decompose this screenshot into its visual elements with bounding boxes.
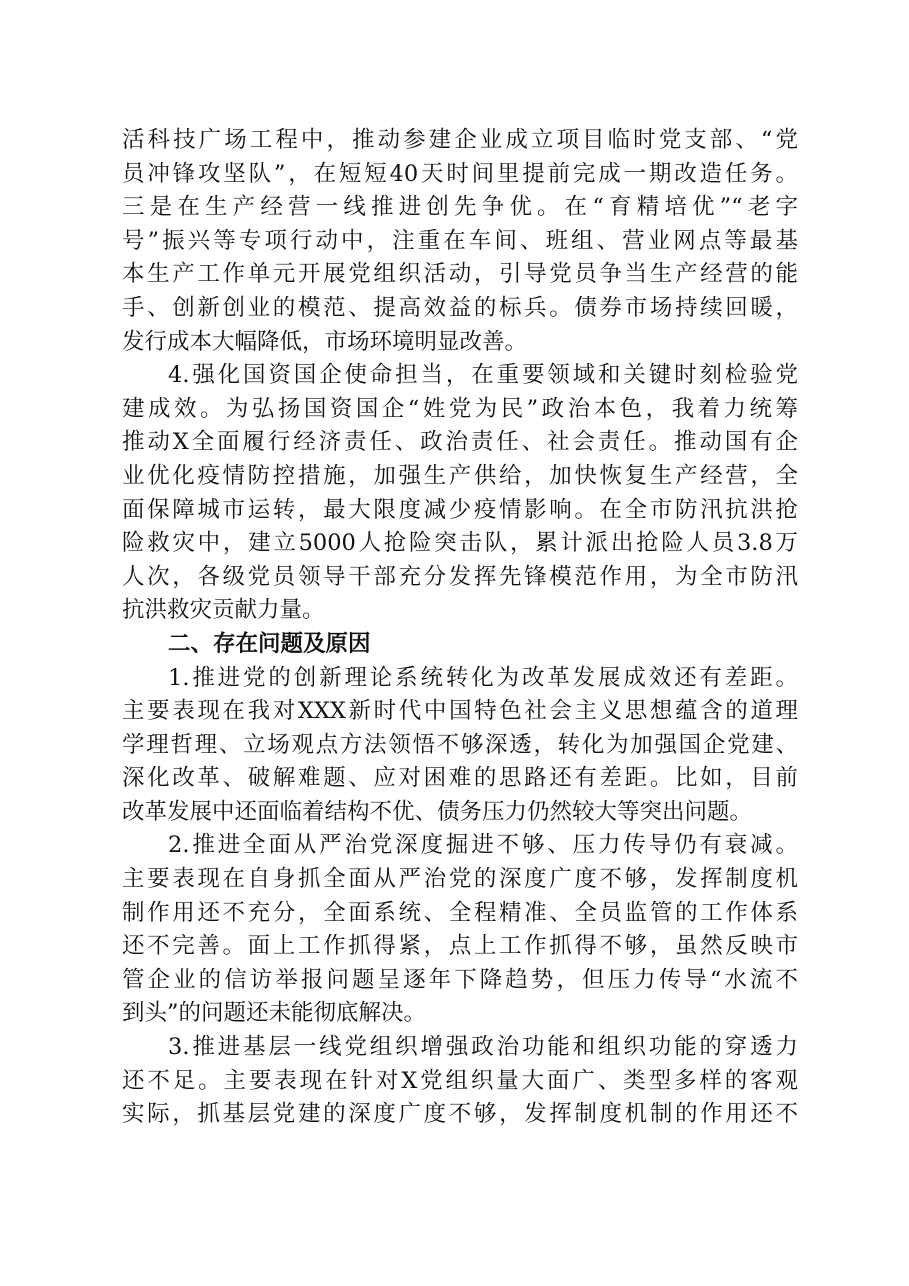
text-line: 业优化疫情防控措施，加强生产供给，加快恢复生产经营，全 xyxy=(122,462,798,489)
text-line: 实际，抓基层党建的深度广度不够，发挥制度机制的作用还不 xyxy=(122,1101,798,1128)
text-line: 学理哲理、立场观点方法领悟不够深透，转化为加强国企党建、 xyxy=(122,731,798,758)
text-line: 管企业的信访举报问题呈逐年下降趋势，但压力传导“水流不 xyxy=(122,966,798,993)
text-line: 1.推进党的创新理论系统转化为改革发展成效还有差距。 xyxy=(168,664,798,691)
paragraph-continuation xyxy=(122,124,798,359)
text-line: 到头”的问题还未能彻底解决。 xyxy=(122,1000,427,1027)
paragraph-issue-3 xyxy=(122,1031,798,1132)
text-line: 2.推进全面从严治党深度掘进不够、压力传导仍有衰减。 xyxy=(168,832,798,859)
paragraph-4 xyxy=(122,359,798,628)
text-line: 员冲锋攻坚队”，在短短40天时间里提前完成一期改造任务。 xyxy=(122,160,798,187)
text-line: 抗洪救灾贡献力量。 xyxy=(122,597,325,624)
text-line: 人次，各级党员领导干部充分发挥先锋模范作用，为全市防汛 xyxy=(122,563,798,590)
text-line: 本生产工作单元开展党组织活动，引导党员争当生产经营的能 xyxy=(122,261,798,288)
text-line: 主要表现在自身抓全面从严治党的深度广度不够，发挥制度机 xyxy=(122,866,798,893)
text-line: 改革发展中还面临着结构不优、债务压力仍然较大等突出问题。 xyxy=(122,798,753,825)
text-line: 4.强化国资国企使命担当，在重要领域和关键时刻检验党 xyxy=(168,362,798,389)
text-line: 建成效。为弘扬国资国企“姓党为民”政治本色，我着力统筹 xyxy=(122,395,798,422)
section-heading xyxy=(122,628,798,662)
text-line: 号”振兴等专项行动中，注重在车间、班组、营业网点等最基 xyxy=(122,227,798,254)
text-line: 3.推进基层一线党组织增强政治功能和组织功能的穿透力 xyxy=(168,1034,798,1061)
text-line: 制作用还不充分，全面系统、全程精准、全员监管的工作体系 xyxy=(122,899,798,926)
text-line: 面保障城市运转，最大限度减少疫情影响。在全市防汛抗洪抢 xyxy=(122,496,798,523)
paragraph-issue-1 xyxy=(122,662,798,830)
document-page xyxy=(122,124,798,1132)
heading-text: 二、存在问题及原因 xyxy=(168,630,371,657)
text-line: 推动X全面履行经济责任、政治责任、社会责任。推动国有企 xyxy=(122,429,798,456)
text-line: 三是在生产经营一线推进创先争优。在“育精培优”“老字 xyxy=(122,194,798,221)
text-line: 险救灾中，建立5000人抢险突击队，累计派出抢险人员3.8万 xyxy=(122,530,798,557)
text-line: 发行成本大幅降低，市场环境明显改善。 xyxy=(122,328,528,355)
text-line: 手、创新创业的模范、提高效益的标兵。债券市场持续回暖， xyxy=(122,294,798,321)
text-line: 活科技广场工程中，推动参建企业成立项目临时党支部、“党 xyxy=(122,127,798,153)
paragraph-issue-2 xyxy=(122,829,798,1031)
text-line: 深化改革、破解难题、应对困难的思路还有差距。比如，目前 xyxy=(122,765,798,792)
text-line: 还不完善。面上工作抓得紧，点上工作抓得不够，虽然反映市 xyxy=(122,933,798,960)
text-line: 主要表现在我对XXX新时代中国特色社会主义思想蕴含的道理 xyxy=(122,698,798,725)
text-line: 还不足。主要表现在针对X党组织量大面广、类型多样的客观 xyxy=(122,1067,798,1094)
